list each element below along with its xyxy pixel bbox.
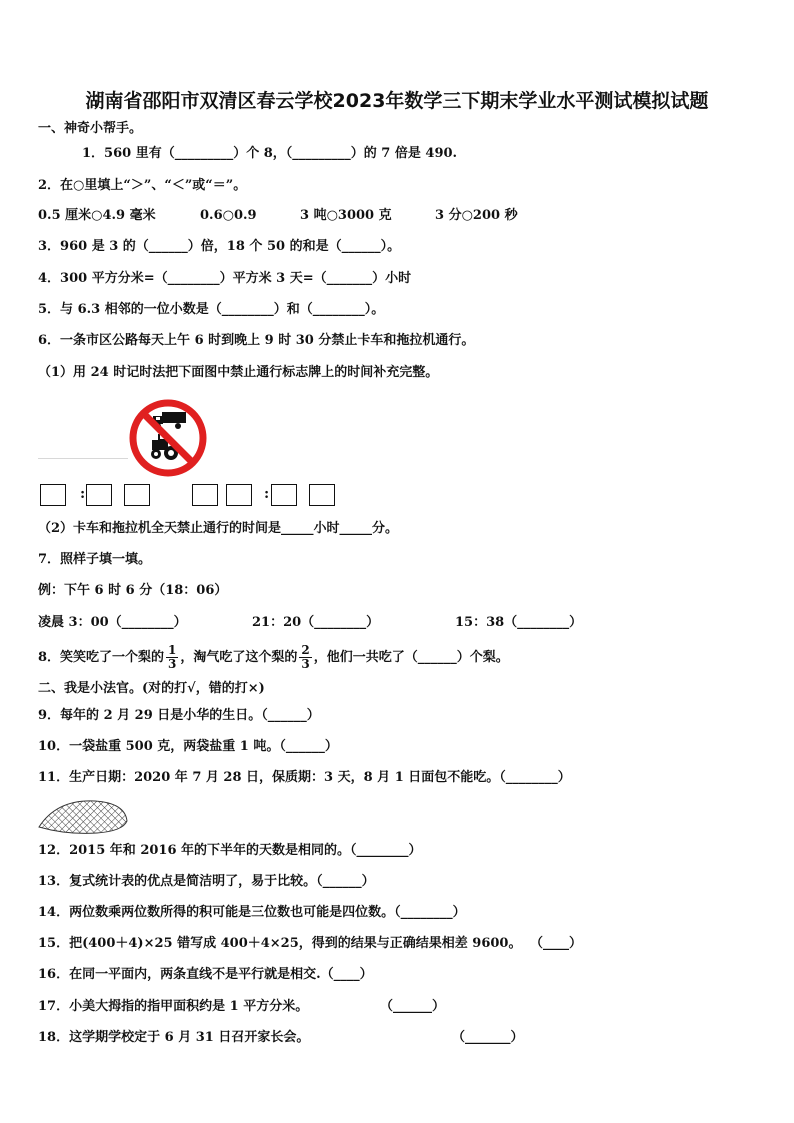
question-2-item-4: 3 分○200 秒 <box>435 208 518 223</box>
time-box-end-minute-2[interactable] <box>309 484 335 506</box>
time-colon: : <box>80 486 86 502</box>
question-12: 12．2015 年和 2016 年的下半年的天数是相同的。（________） <box>38 843 422 858</box>
question-8-text-2: ，淘气吃了这个梨的 <box>180 650 298 665</box>
question-10: 10．一袋盐重 500 克，两袋盐重 1 吨。（______） <box>38 739 338 754</box>
bread-icon <box>37 797 129 837</box>
question-15-blank: （____） <box>530 936 583 951</box>
question-2: 2．在○里填上“＞”、“＜”或“＝”。 <box>38 178 247 193</box>
time-box-end-minute-1[interactable] <box>271 484 297 506</box>
fraction-numerator: 1 <box>168 643 177 657</box>
time-box-start-minute-2[interactable] <box>124 484 150 506</box>
question-8 <box>38 640 509 676</box>
question-4: 4．300 平方分米=（________）平方米 3 天=（_______）小时 <box>38 271 412 286</box>
question-15: 15．把(400＋4)×25 错写成 400＋4×25，得到的结果与正确结果相差 9600。 <box>38 936 522 951</box>
divider <box>38 458 128 459</box>
page-title: 湖南省邵阳市双清区春云学校2023年数学三下期末学业水平测试模拟试题 <box>85 90 709 112</box>
question-6-part-2: （2）卡车和拖拉机全天禁止通行的时间是_____小时_____分。 <box>38 521 399 536</box>
fraction-one-third <box>166 644 178 671</box>
question-18: 18．这学期学校定于 6 月 31 日召开家长会。 <box>38 1030 310 1045</box>
question-8-text-1: 8．笑笑吃了一个梨的 <box>38 650 165 665</box>
question-2-item-1: 0.5 厘米○4.9 毫米 <box>38 208 156 223</box>
question-7-item-3: 15：38（________） <box>455 615 583 630</box>
time-colon: : <box>264 486 270 502</box>
time-box-end-hour-2[interactable] <box>226 484 252 506</box>
question-7-item-2: 21：20（________） <box>252 615 380 630</box>
question-2-item-2: 0.6○0.9 <box>200 208 257 223</box>
time-box-start-hour[interactable] <box>40 484 66 506</box>
question-14: 14．两位数乘两位数所得的积可能是三位数也可能是四位数。（________） <box>38 905 466 920</box>
question-17-blank: （______） <box>380 999 446 1014</box>
section-2-heading: 二、我是小法官。(对的打√，错的打×) <box>38 681 265 696</box>
question-7-item-1: 凌晨 3：00（________） <box>38 615 187 630</box>
question-7: 7．照样子填一填。 <box>38 552 152 567</box>
question-6: 6．一条市区公路每天上午 6 时到晚上 9 时 30 分禁止卡车和拖拉机通行。 <box>38 333 475 348</box>
fraction-two-thirds <box>299 644 311 671</box>
question-6-part-1: （1）用 24 时记时法把下面图中禁止通行标志牌上的时间补充完整。 <box>38 365 439 380</box>
question-5: 5．与 6.3 相邻的一位小数是（________）和（________）。 <box>38 302 385 317</box>
question-2-item-3: 3 吨○3000 克 <box>300 208 392 223</box>
question-16: 16．在同一平面内，两条直线不是平行就是相交.（____） <box>38 967 373 982</box>
fraction-denominator: 3 <box>301 657 310 671</box>
fraction-denominator: 3 <box>168 657 177 671</box>
section-1-heading: 一、神奇小帮手。 <box>38 121 143 136</box>
question-1: 1．560 里有（_________）个 8，（_________）的 7 倍是 490. <box>82 146 458 161</box>
question-13: 13．复式统计表的优点是简洁明了，易于比较。（______） <box>38 874 375 889</box>
question-7-example: 例：下午 6 时 6 分（18：06） <box>38 583 228 598</box>
question-17: 17．小美大拇指的指甲面积约是 1 平方分米。 <box>38 999 309 1014</box>
fraction-numerator: 2 <box>301 643 310 657</box>
question-8-text-3: ，他们一共吃了（______）个梨。 <box>313 650 509 665</box>
question-3: 3．960 是 3 的（______）倍，18 个 50 的和是（______）。 <box>38 239 401 254</box>
question-18-blank: （_______） <box>452 1030 524 1045</box>
time-box-end-hour-1[interactable] <box>192 484 218 506</box>
question-9: 9．每年的 2 月 29 日是小华的生日。（______） <box>38 708 320 723</box>
time-box-start-minute-1[interactable] <box>86 484 112 506</box>
no-truck-tractor-sign-icon <box>128 398 208 478</box>
question-11: 11．生产日期：2020 年 7 月 28 日，保质期：3 天，8 月 1 日面包不能吃。（________） <box>38 770 571 785</box>
